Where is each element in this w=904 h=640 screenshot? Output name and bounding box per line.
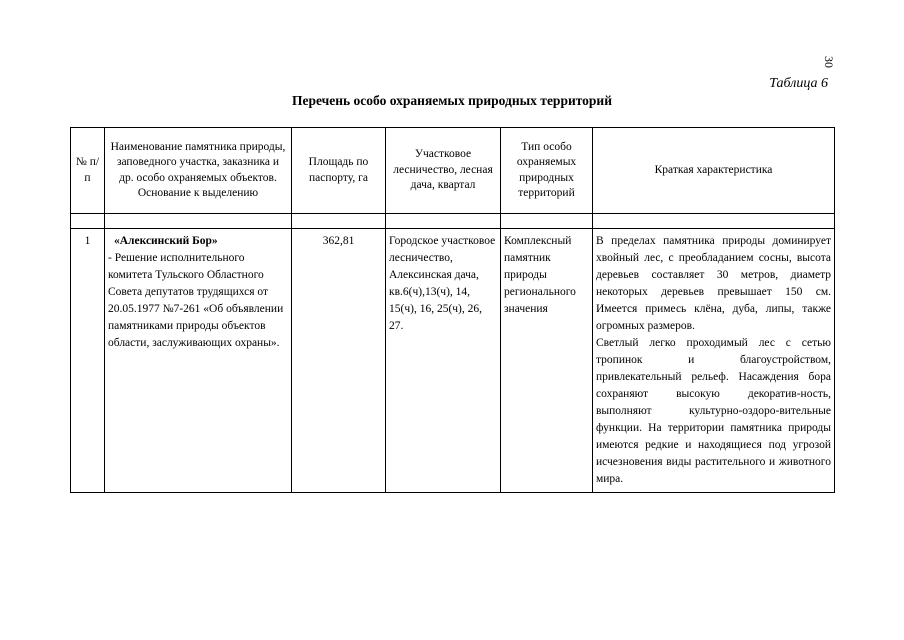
description-paragraph-2: Светлый легко проходимый лес с сетью тропинок и благоустройством, привлекательный рельеф. Насаждения бора сохраняют высокую декоратив-ность, выполняют культурно-оздоро-вительные функции. На территории памятника природы имеются редкие и находящиеся под угрозой исчезновения виды растительного и животного мира.: [596, 337, 831, 485]
monument-basis: - Решение исполнительного комитета Тульского Областного Совета депутатов трудящихся от 20.05.1977 №7-261 «Об объявлении памятниками природы объектов области, заслуживающих охраны».: [108, 252, 284, 349]
header-location: Участковое лесничество, лесная дача, квартал: [386, 128, 501, 214]
header-description: Краткая характеристика: [593, 128, 835, 214]
cell-area: 362,81: [292, 229, 386, 493]
cell-type: Комплексный памятник природы регионального значения: [501, 229, 593, 493]
header-name: Наименование памятника природы, заповедного участка, заказника и др. особо охраняемых объектов. Основание к выделению: [105, 128, 292, 214]
cell-num: 1: [71, 229, 105, 493]
table-header-row: [71, 128, 835, 214]
page-title: Перечень особо охраняемых природных территорий: [292, 93, 612, 108]
table-label: Таблица 6: [769, 76, 828, 91]
monument-name: «Алексинский Бор»: [114, 235, 218, 247]
header-type: Тип особо охраняемых природных территорий: [501, 128, 593, 214]
page-number: 30: [822, 56, 836, 68]
description-paragraph-1: В пределах памятника природы доминирует хвойный лес, с преобладанием сосны, высота деревьев составляет 30 метров, диаметр некоторых деревьев превышает 150 см. Имеется примесь клёна, дуба, липы, также огромных размеров.: [596, 235, 831, 332]
spacer-row: [71, 214, 835, 229]
cell-description: [593, 229, 835, 493]
table-row: [71, 229, 835, 493]
cell-name: [105, 229, 292, 493]
protected-areas-table: [70, 127, 835, 493]
header-area: Площадь по паспорту, га: [292, 128, 386, 214]
header-num: № п/п: [71, 128, 105, 214]
cell-location: Городское участковое лесничество, Алексинская дача, кв.6(ч),13(ч), 14, 15(ч), 16, 25(ч), 26, 27.: [386, 229, 501, 493]
